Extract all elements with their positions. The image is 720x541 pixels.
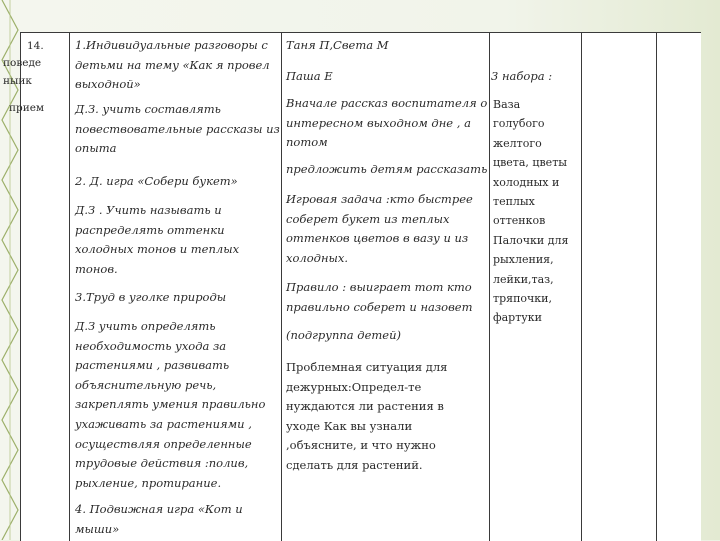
lesson-plan-table (3, 32, 701, 541)
col1-label-2: прием (9, 102, 45, 114)
column-divider (69, 33, 70, 541)
row-number: 14. (27, 40, 44, 52)
game-task: Игровая задача :кто быстрее соберет букет из теплых оттенков цветов в вазу и из холодных. (286, 192, 473, 265)
column-divider (656, 33, 657, 541)
game-rule: Правило : выиграет тот кто правильно соберет и назовет (286, 280, 473, 314)
story-method-end: предложить детям рассказать (286, 162, 488, 176)
activity-4: 4. Подвижная игра «Кот и мыши» (75, 502, 243, 536)
column-divider (281, 33, 282, 541)
materials-header: 3 набора : (491, 69, 553, 83)
subgroup-note: (подгруппа детей) (286, 328, 401, 342)
activity-2: 2. Д. игра «Собери букет» (75, 174, 238, 188)
column-divider (581, 33, 582, 541)
activity-1-goal: Д.З. учить составлять повествовательные рассказы из опыта (75, 102, 280, 156)
story-method: Вначале рассказ воспитателя о интересном выходном дне , а потом (286, 96, 488, 150)
activity-1: 1.Индивидуальные разговоры с детьми на тему «Как я провел выходной» (75, 38, 270, 92)
materials-list: Ваза голубого желтого цвета, цветы холодных и теплых оттенков Палочки для рыхления, лейки,таз, тряпочки, фартуки (493, 98, 569, 325)
children-names-1: Таня П,Света М (286, 38, 389, 52)
problem-situation: Проблемная ситуация для дежурных:Определ-те нуждаются ли растения в уходе Как вы узнали ,объясните, и что нужно сделать для растений. (286, 360, 448, 472)
children-names-2: Паша Е (286, 69, 333, 83)
activity-2-goal: Д.З . Учить называть и распределять оттенки холодных тонов и теплых тонов. (75, 203, 240, 276)
col1-label: поведе ныик (3, 57, 42, 87)
activity-3: 3.Труд в уголке природы (75, 290, 227, 304)
activity-3-goal: Д.З учить определять необходимость ухода за растениями , развивать объяснительную речь, закреплять умения правильно ухаживать за растениями , осуществляя определенные трудовые действия :полив, рыхление, протирание. (75, 319, 266, 490)
